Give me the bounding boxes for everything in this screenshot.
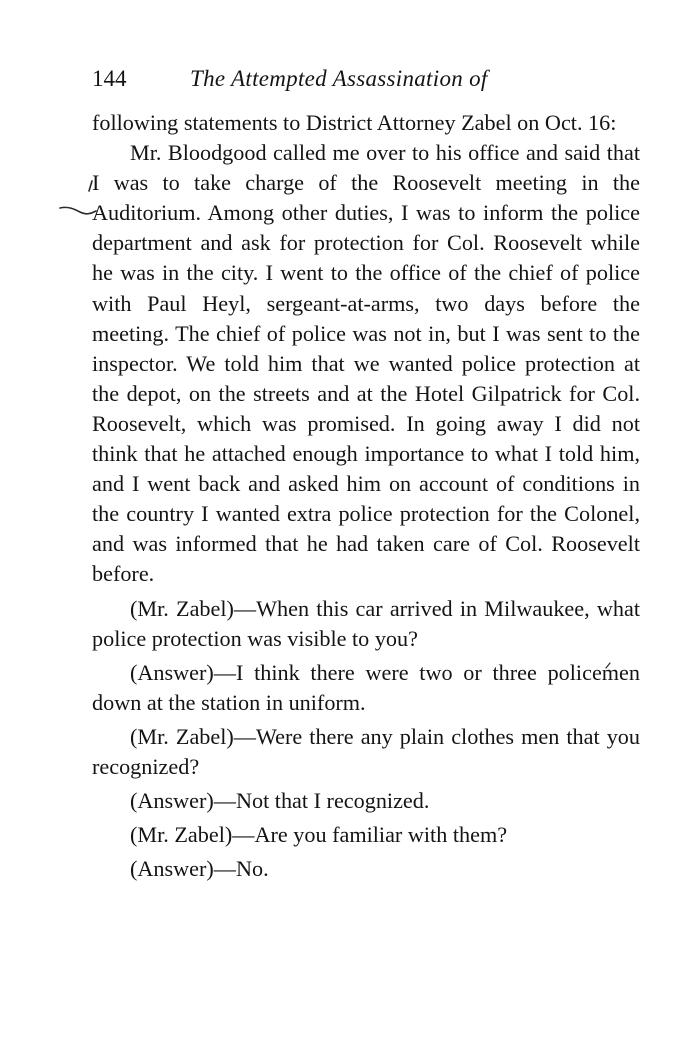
paragraph-answer: (Answer)—No. [130, 856, 269, 882]
page-number: 144 [92, 66, 127, 91]
paragraph-question: (Mr. Zabel)—Were there any plain clothes men that you recognized? [92, 723, 640, 779]
stray-ink-mark [604, 660, 612, 670]
running-head [92, 62, 640, 96]
paragraph-intro: following statements to District Attorney Zabel on Oct. 16: [92, 110, 617, 135]
paragraph-question: (Mr. Zabel)—When this car arrived in Milwaukee, what police protection was visible to you? [92, 595, 640, 651]
paragraph-answer: (Answer)—I think there were two or three policemen down at the station in uniform. [92, 659, 640, 715]
paragraph-question: (Mr. Zabel)—Are you familiar with them? [130, 822, 508, 848]
paragraph-answer: (Answer)—Not that I recognized. [130, 788, 430, 814]
body-text [92, 108, 640, 884]
pencil-annotation-mark [58, 177, 138, 227]
paragraph-testimony: Mr. Bloodgood called me over to his office and said that I was to take charge of the Roosevelt meeting in the Auditorium. Among other duties, I was to inform the police department and ask for protection for Col. Roosevelt while he was in the city. I went to the office of the chief of police with Paul Heyl, sergeant-at-arms, two days before the meeting. The chief of police was not in, but I was sent to the inspector. We told him that we wanted police protection at the depot, on the streets and at the Hotel Gilpatrick for Col. Roosevelt, which was promised. In going away I did not think that he attached enough importance to what I told him, and I went back and asked him on account of conditions in the country I wanted extra police protection for the Colonel, and was informed that he had taken care of Col. Roosevelt before. [92, 140, 640, 587]
running-title: The Attempted Assassination of [190, 66, 488, 91]
